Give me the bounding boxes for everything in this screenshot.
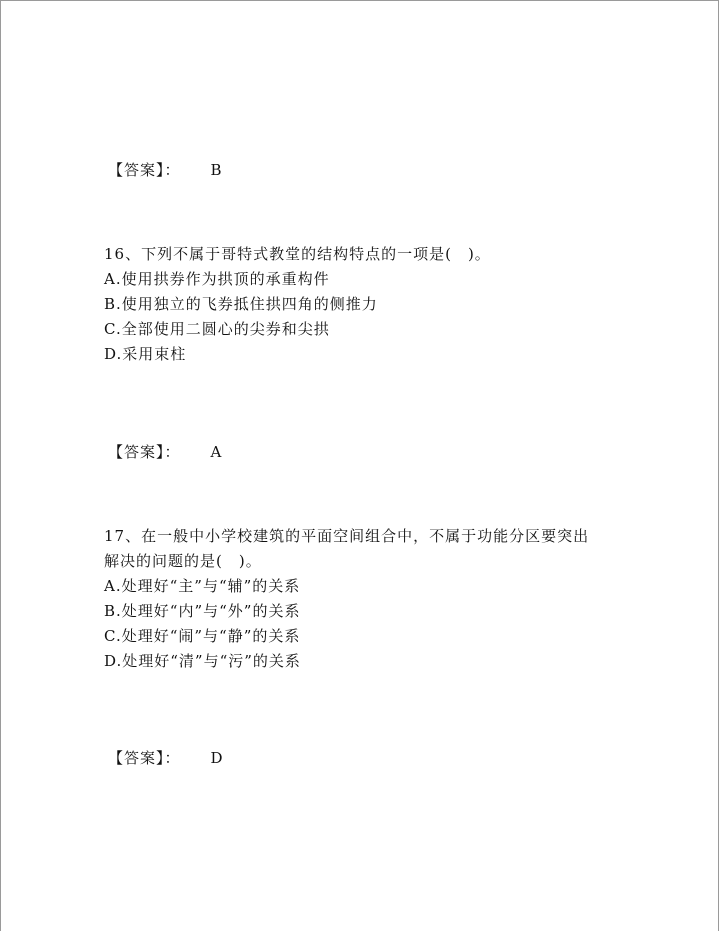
question-17 <box>104 524 624 674</box>
answer-16 <box>108 442 222 462</box>
answer-label: 【答案】： <box>108 749 181 767</box>
answer-label: 【答案】： <box>108 161 181 179</box>
question-stem-line1: 17、在一般中小学校建筑的平面空间组合中，不属于功能分区要突出 <box>104 527 590 545</box>
option-b: B.处理好“内”与“外”的关系 <box>104 602 301 620</box>
option-a: A.处理好“主”与“辅”的关系 <box>104 577 301 595</box>
option-a: A.使用拱券作为拱顶的承重构件 <box>104 270 330 288</box>
answer-15 <box>108 160 223 180</box>
answer-value: B <box>210 161 223 179</box>
option-d: D.处理好“清”与“污”的关系 <box>104 652 301 670</box>
question-stem: 16、下列不属于哥特式教堂的结构特点的一项是( )。 <box>104 245 491 263</box>
answer-17 <box>108 748 224 768</box>
option-b: B.使用独立的飞券抵住拱四角的侧推力 <box>104 295 378 313</box>
option-c: C.全部使用二圆心的尖券和尖拱 <box>104 320 330 338</box>
option-d: D.采用束柱 <box>104 345 187 363</box>
answer-label: 【答案】： <box>108 443 181 461</box>
answer-value: A <box>210 443 223 461</box>
question-16 <box>104 242 624 367</box>
answer-value: D <box>210 749 224 767</box>
question-stem-line2: 解决的问题的是( )。 <box>104 552 262 570</box>
option-c: C.处理好“闹”与“静”的关系 <box>104 627 301 645</box>
